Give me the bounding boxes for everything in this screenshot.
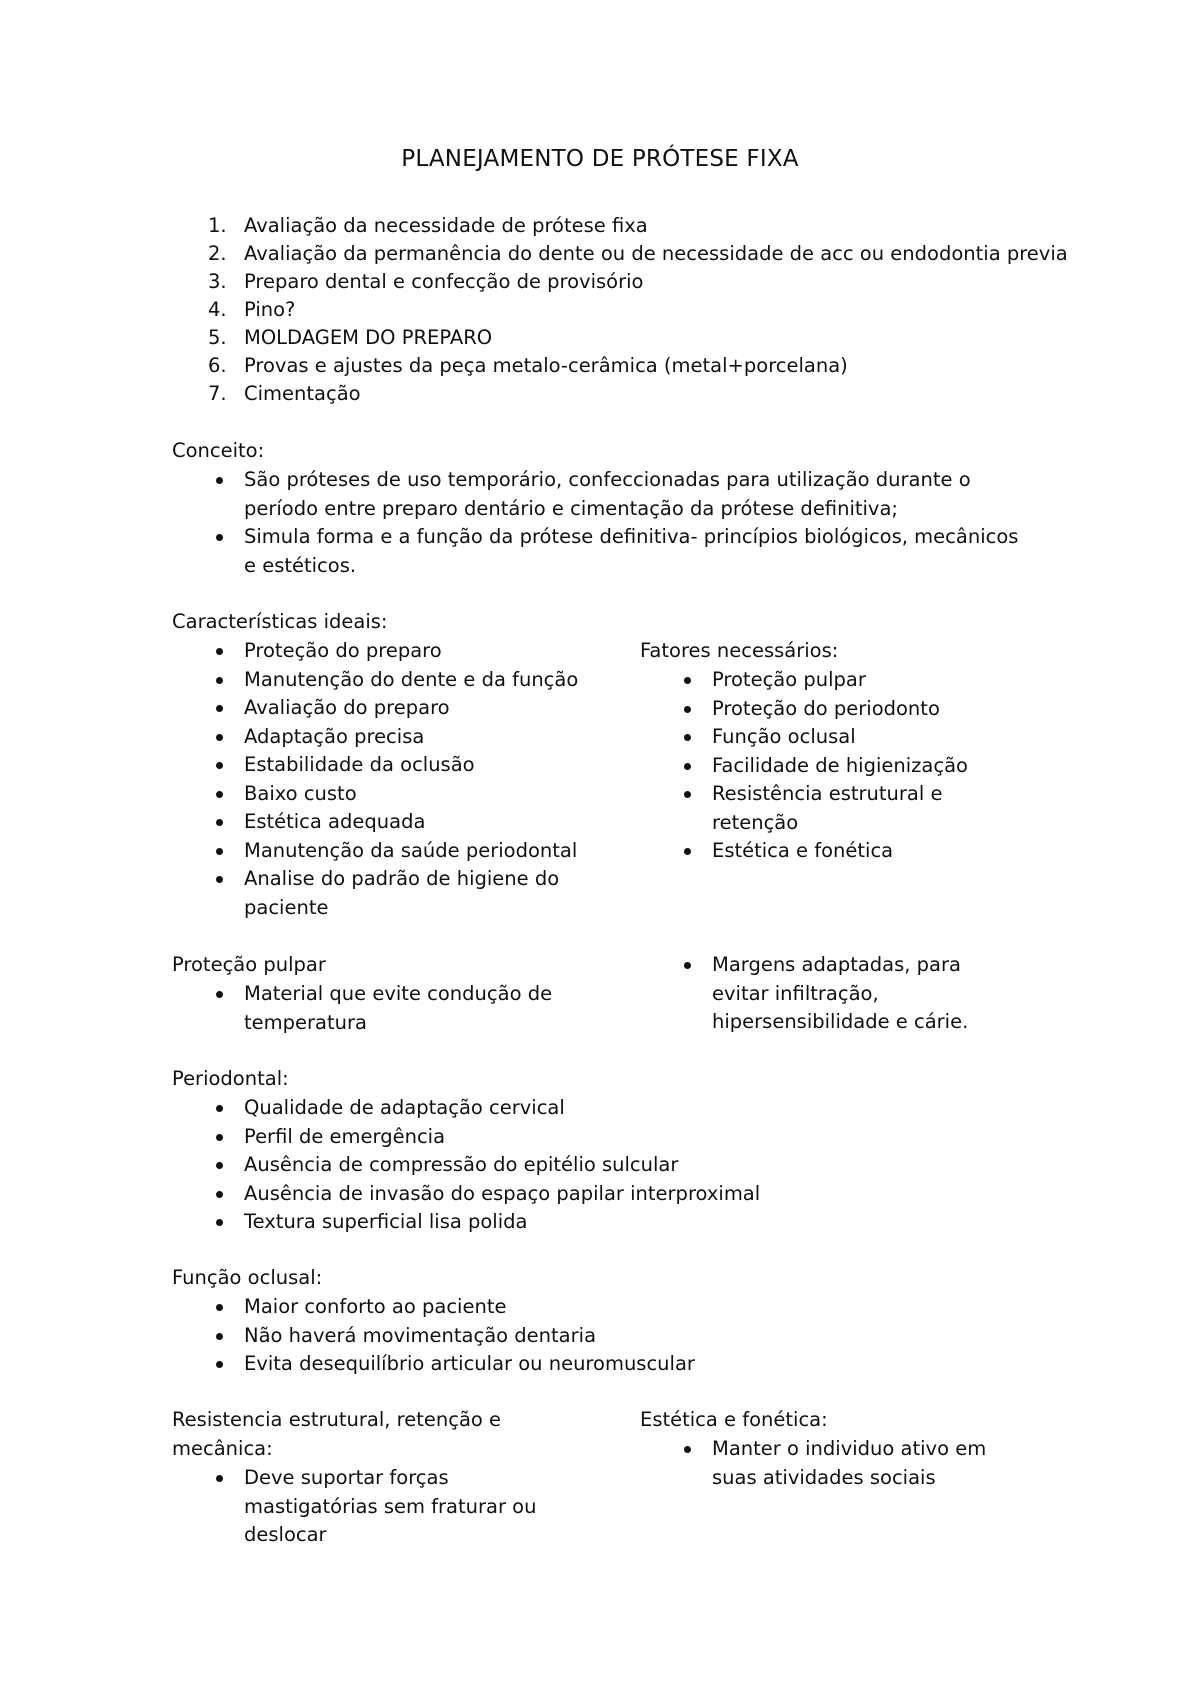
list-item bbox=[640, 666, 980, 695]
list-item bbox=[640, 1435, 1020, 1492]
bullet-icon bbox=[216, 1191, 223, 1198]
section-heading-fatores: Fatores necessários: bbox=[640, 639, 839, 662]
item-text: Proteção pulpar bbox=[712, 668, 866, 691]
bullet-icon bbox=[684, 1446, 691, 1453]
item-text: Adaptação precisa bbox=[244, 724, 425, 748]
list-item bbox=[172, 637, 642, 666]
bullet-icon bbox=[684, 706, 691, 713]
item-text: Função oclusal bbox=[712, 725, 856, 748]
bullet-icon bbox=[216, 791, 223, 798]
list-item bbox=[640, 780, 980, 837]
item-text: Preparo dental e confecção de provisório bbox=[244, 270, 644, 293]
bullet-icon bbox=[684, 848, 691, 855]
item-text: São próteses de uso temporário, confeccionadas para utilização durante o período entre preparo dentário e cimentação da prótese definitiva; bbox=[244, 468, 971, 520]
funcao-oclusal-list bbox=[172, 1293, 1032, 1379]
item-text: MOLDAGEM DO PREPARO bbox=[244, 326, 493, 349]
item-text: Material que evite condução de temperatura bbox=[244, 982, 553, 1034]
list-item bbox=[172, 324, 1068, 352]
item-text: Cimentação bbox=[244, 382, 361, 405]
list-item bbox=[172, 296, 1068, 324]
list-item bbox=[172, 1293, 1032, 1322]
list-item bbox=[172, 980, 572, 1037]
item-number: 2. bbox=[208, 242, 227, 265]
bullet-icon bbox=[216, 1475, 223, 1482]
bullet-icon bbox=[684, 962, 691, 969]
section-heading-funcao-oclusal: Função oclusal: bbox=[172, 1266, 323, 1289]
bullet-icon bbox=[216, 819, 223, 826]
list-item bbox=[172, 352, 1068, 380]
item-text: Baixo custo bbox=[244, 781, 357, 805]
item-text: Manutenção da saúde periodontal bbox=[244, 838, 578, 862]
list-item bbox=[172, 1123, 1032, 1152]
list-item bbox=[172, 212, 1068, 240]
item-number: 6. bbox=[208, 354, 227, 377]
list-item bbox=[172, 865, 642, 922]
list-item bbox=[172, 808, 642, 837]
item-text: Avaliação da necessidade de prótese fixa bbox=[244, 214, 648, 237]
bullet-icon bbox=[216, 1333, 223, 1340]
list-item bbox=[172, 1208, 1032, 1237]
list-item bbox=[172, 466, 1032, 523]
list-item bbox=[640, 951, 1020, 1037]
list-item bbox=[172, 1350, 1032, 1379]
item-text: Estética adequada bbox=[244, 810, 426, 833]
item-number: 4. bbox=[208, 298, 227, 321]
item-text: Perfil de emergência bbox=[244, 1124, 446, 1148]
list-item bbox=[172, 1094, 1032, 1123]
item-text: Deve suportar forças mastigatórias sem fraturar ou deslocar bbox=[244, 1466, 537, 1546]
list-item bbox=[172, 240, 1068, 268]
item-text: Proteção do preparo bbox=[244, 639, 442, 662]
bullet-icon bbox=[216, 848, 223, 855]
item-text: Estabilidade da oclusão bbox=[244, 753, 475, 776]
resistencia-list bbox=[172, 1464, 572, 1550]
bullet-icon bbox=[216, 477, 223, 484]
item-text: Avaliação da permanência do dente ou de necessidade de acc ou endodontia previa bbox=[244, 242, 1068, 265]
item-number: 7. bbox=[208, 382, 227, 405]
list-item bbox=[640, 752, 980, 781]
list-item bbox=[172, 268, 1068, 296]
list-item bbox=[172, 780, 642, 809]
list-item bbox=[172, 751, 642, 780]
item-text: Manutenção do dente e da função bbox=[244, 667, 579, 691]
section-heading-resistencia: Resistencia estrutural, retenção e mecânica: bbox=[172, 1408, 502, 1460]
conceito-list bbox=[172, 466, 1032, 580]
item-text: Ausência de compressão do epitélio sulcular bbox=[244, 1153, 679, 1176]
list-item bbox=[172, 1151, 1032, 1180]
list-item bbox=[172, 1322, 1032, 1351]
list-item bbox=[172, 723, 642, 752]
item-number: 5. bbox=[208, 326, 227, 349]
bullet-icon bbox=[216, 1304, 223, 1311]
list-item bbox=[640, 837, 980, 866]
section-heading-periodontal: Periodontal: bbox=[172, 1067, 289, 1090]
section-heading-protecao-pulpar: Proteção pulpar bbox=[172, 953, 326, 976]
periodontal-list bbox=[172, 1094, 1032, 1237]
section-heading-conceito: Conceito: bbox=[172, 439, 265, 462]
caracteristicas-list bbox=[172, 637, 642, 922]
page-title: PLANEJAMENTO DE PRÓTESE FIXA bbox=[401, 146, 799, 172]
item-text: Maior conforto ao paciente bbox=[244, 1295, 507, 1318]
item-text: Não haverá movimentação dentaria bbox=[244, 1323, 597, 1347]
protecao-pulpar-list bbox=[172, 980, 572, 1037]
steps-list bbox=[172, 212, 1068, 408]
item-text: Simula forma e a função da prótese definitiva- princípios biológicos, mecânicos e estéticos. bbox=[244, 525, 1019, 577]
bullet-icon bbox=[216, 1361, 223, 1368]
bullet-icon bbox=[684, 677, 691, 684]
bullet-icon bbox=[216, 1219, 223, 1226]
item-text: Estética e fonética bbox=[712, 839, 894, 862]
bullet-icon bbox=[684, 734, 691, 741]
list-item bbox=[640, 723, 980, 752]
bullet-icon bbox=[216, 1162, 223, 1169]
item-text: Qualidade de adaptação cervical bbox=[244, 1096, 565, 1119]
item-text: Provas e ajustes da peça metalo-cerâmica (metal+porcelana) bbox=[244, 354, 848, 377]
item-text: Manter o individuo ativo em suas atividades sociais bbox=[712, 1437, 987, 1489]
item-text: Margens adaptadas, para evitar infiltração, hipersensibilidade e cárie. bbox=[712, 953, 969, 1033]
list-item bbox=[172, 1180, 1032, 1209]
item-text: Resistência estrutural e retenção bbox=[712, 782, 943, 834]
estetica-list bbox=[640, 1435, 1020, 1492]
item-text: Evita desequilíbrio articular ou neuromuscular bbox=[244, 1352, 695, 1375]
bullet-icon bbox=[216, 734, 223, 741]
bullet-icon bbox=[216, 876, 223, 883]
item-text: Facilidade de higienização bbox=[712, 753, 968, 777]
protecao-pulpar-right-list bbox=[640, 951, 1020, 1037]
item-text: Textura superficial lisa polida bbox=[244, 1210, 528, 1233]
item-text: Pino? bbox=[244, 298, 296, 321]
fatores-list bbox=[640, 666, 980, 866]
bullet-icon bbox=[216, 677, 223, 684]
bullet-icon bbox=[216, 1105, 223, 1112]
item-number: 1. bbox=[208, 214, 227, 237]
list-item bbox=[172, 666, 642, 695]
bullet-icon bbox=[216, 705, 223, 712]
item-text: Proteção do periodonto bbox=[712, 696, 940, 720]
list-item bbox=[172, 1464, 572, 1550]
item-text: Avaliação do preparo bbox=[244, 696, 450, 719]
list-item bbox=[172, 837, 642, 866]
item-text: Ausência de invasão do espaço papilar interproximal bbox=[244, 1181, 761, 1205]
list-item bbox=[172, 523, 1032, 580]
bullet-icon bbox=[684, 763, 691, 770]
bullet-icon bbox=[216, 534, 223, 541]
list-item bbox=[172, 380, 1068, 408]
list-item bbox=[640, 695, 980, 724]
item-number: 3. bbox=[208, 270, 227, 293]
bullet-icon bbox=[216, 991, 223, 998]
section-heading-caracteristicas: Características ideais: bbox=[172, 610, 388, 633]
section-heading-estetica: Estética e fonética: bbox=[640, 1408, 828, 1431]
bullet-icon bbox=[216, 648, 223, 655]
item-text: Analise do padrão de higiene do paciente bbox=[244, 867, 560, 919]
bullet-icon bbox=[216, 762, 223, 769]
bullet-icon bbox=[216, 1134, 223, 1141]
bullet-icon bbox=[684, 791, 691, 798]
list-item bbox=[172, 694, 642, 723]
